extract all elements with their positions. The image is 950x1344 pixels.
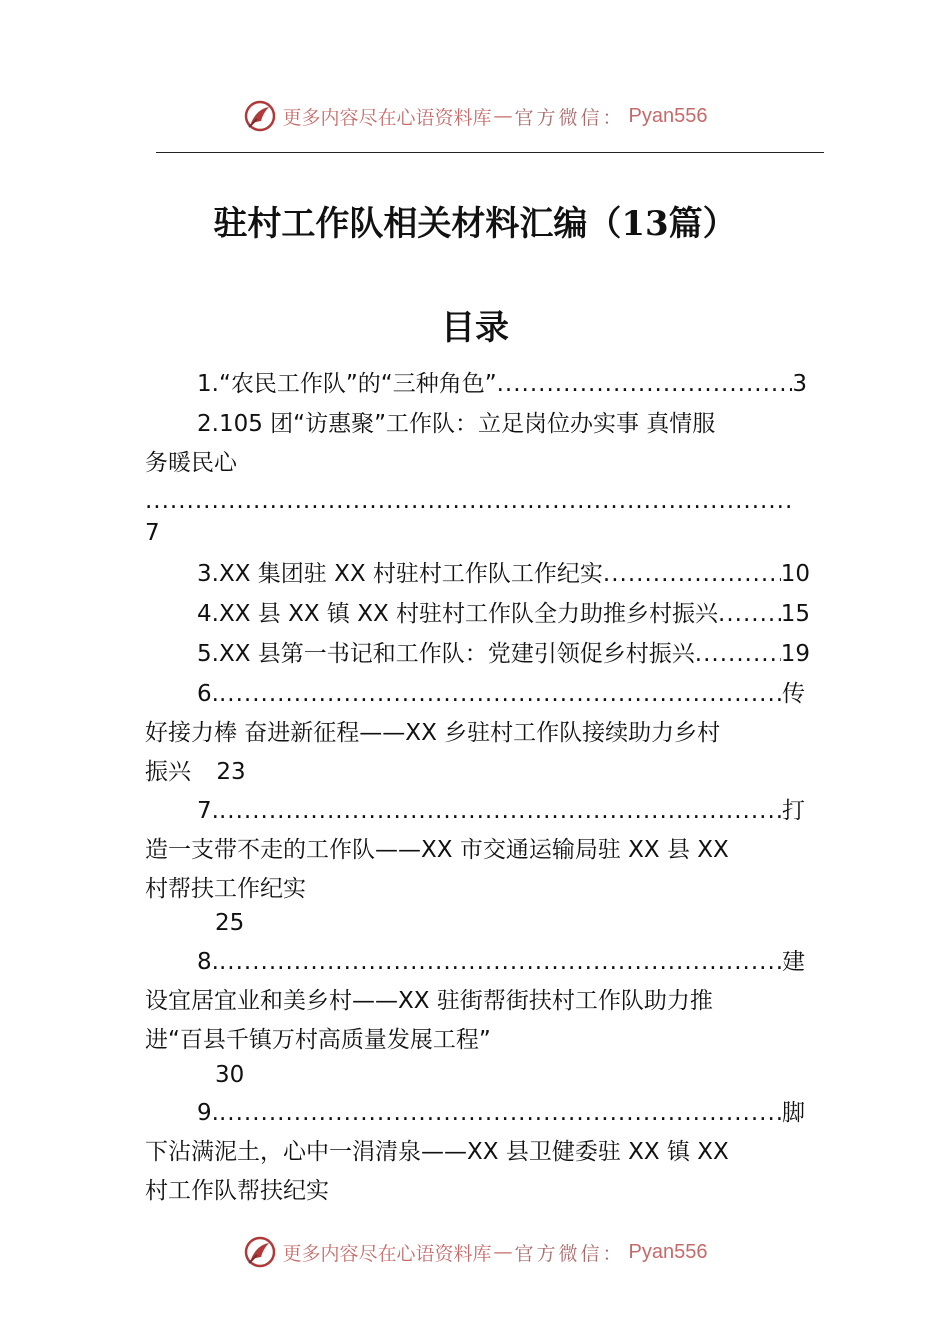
- leader-dots: [497, 367, 793, 401]
- page-title: 驻村工作队相关材料汇编（13篇）: [213, 204, 737, 244]
- toc-entry-page: 19: [780, 641, 810, 667]
- toc-entry-title: 3.XX 集团驻 XX 村驻村工作队工作纪实: [197, 561, 603, 587]
- header-divider: [156, 152, 824, 153]
- toc-entry-number: 8.: [197, 949, 219, 975]
- toc-entry-2-leader: [145, 484, 791, 518]
- pen-logo-icon: [243, 1235, 277, 1269]
- leader-dots: [219, 794, 782, 828]
- wechat-label: 官方微信：: [514, 106, 625, 129]
- toc-entry-2-page: 7: [145, 520, 160, 546]
- toc-entry-page: 23: [216, 759, 246, 785]
- toc-entry-6-line2[interactable]: 好接力棒 奋进新征程——XX 乡驻村工作队接续助力乡村: [145, 720, 721, 746]
- brand-text: 更多内容尽在心语资料库: [282, 1242, 492, 1265]
- toc-entry-2-line1[interactable]: 2.105 团“访惠聚”工作队：立足岗位办实事 真情服: [197, 411, 716, 437]
- leader-dots: [219, 677, 782, 711]
- toc-entry-number: 9.: [197, 1100, 219, 1126]
- toc-entry-page: 3: [792, 371, 807, 397]
- leader-dots: [603, 557, 781, 591]
- toc-entry-4[interactable]: [197, 597, 810, 631]
- footer-watermark: [0, 1232, 950, 1272]
- toc-entry-7-line3[interactable]: 村帮扶工作纪实: [145, 876, 306, 902]
- toc-entry-number: 1.: [197, 371, 219, 397]
- toc-entry-first-char: 脚: [782, 1100, 805, 1126]
- leader-dots: [695, 637, 781, 671]
- toc-entry-9-line3[interactable]: 村工作队帮扶纪实: [145, 1178, 329, 1204]
- toc-entry-page: 10: [780, 561, 810, 587]
- toc-entry-8-page: 30: [215, 1062, 245, 1088]
- leader-dots: [718, 597, 781, 631]
- toc-entry-8-line1[interactable]: [197, 945, 805, 979]
- toc-entry-5[interactable]: [197, 637, 810, 671]
- pen-logo-icon: [243, 99, 277, 133]
- toc-entry-9-line2[interactable]: 下沾满泥土，心中一涓清泉——XX 县卫健委驻 XX 镇 XX: [145, 1139, 729, 1165]
- brand-separator: —: [493, 1241, 513, 1263]
- toc-entry-7-line1[interactable]: [197, 794, 805, 828]
- toc-entry-title: 4.XX 县 XX 镇 XX 村驻村工作队全力助推乡村振兴: [197, 601, 719, 627]
- toc-entry-title: 5.XX 县第一书记和工作队：党建引领促乡村振兴: [197, 641, 695, 667]
- toc-entry-first-char: 建: [782, 949, 805, 975]
- wechat-handle: Pyan556: [628, 104, 708, 127]
- toc-entry-title: “农民工作队”的“三种角色”: [218, 371, 497, 397]
- leader-dots: [219, 1096, 782, 1130]
- toc-entry-8-line3[interactable]: 进“百县千镇万村高质量发展工程”: [145, 1027, 491, 1053]
- brand-text: 更多内容尽在心语资料库: [282, 106, 492, 129]
- toc-entry-page: 15: [780, 601, 810, 627]
- toc-entry-7-page: 25: [215, 910, 245, 936]
- toc-entry-8-line2[interactable]: 设宜居宜业和美乡村——XX 驻街帮街扶村工作队助力推: [145, 988, 713, 1014]
- toc-heading: 目录: [441, 308, 509, 348]
- toc-entry-first-char: 传: [782, 681, 805, 707]
- toc-entry-6-line3[interactable]: [145, 755, 246, 789]
- leader-dots: [145, 484, 791, 518]
- leader-dots: [219, 945, 782, 979]
- toc-entry-3[interactable]: [197, 557, 810, 591]
- toc-entry-first-char: 打: [782, 798, 805, 824]
- brand-separator: —: [493, 105, 513, 127]
- toc-entry-number: 6.: [197, 681, 219, 707]
- toc-entry-1[interactable]: [197, 367, 807, 401]
- header-watermark: [0, 96, 950, 136]
- wechat-handle: Pyan556: [628, 1240, 708, 1263]
- toc-entry-9-line1[interactable]: [197, 1096, 805, 1130]
- toc-entry-6-line1[interactable]: [197, 677, 805, 711]
- toc-entry-2-line2[interactable]: 务暖民心: [145, 450, 237, 476]
- toc-entry-title-end: 振兴: [145, 759, 191, 785]
- wechat-label: 官方微信：: [514, 1242, 625, 1265]
- toc-entry-7-line2[interactable]: 造一支带不走的工作队——XX 市交通运输局驻 XX 县 XX: [145, 837, 729, 863]
- toc-entry-number: 7.: [197, 798, 219, 824]
